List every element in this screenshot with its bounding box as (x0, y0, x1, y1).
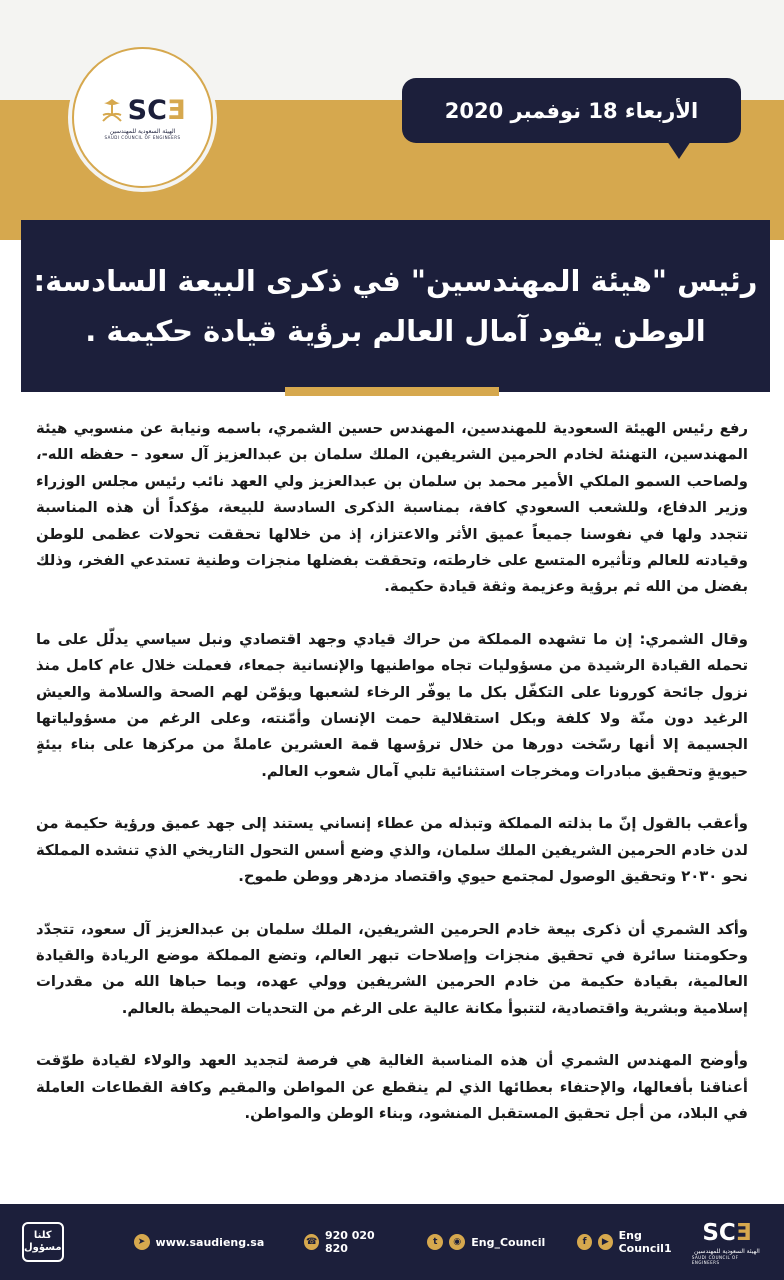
phone-icon: ☎ (304, 1234, 319, 1250)
kulluna-masool-badge (22, 1222, 64, 1262)
website-link[interactable] (134, 1234, 265, 1250)
footer-logo-text: SC (702, 1219, 736, 1246)
headline-line-2: الوطن يقود آمال العالم برؤية قيادة حكيمة . (85, 314, 706, 348)
footer-sce-logo (692, 1220, 762, 1265)
phone-contact[interactable] (304, 1229, 395, 1255)
footer-bar (0, 1204, 784, 1280)
headline-line-1: رئيس "هيئة المهندسين" في ذكرى البيعة السادسة: (33, 264, 758, 298)
article-paragraph: وأعقب بالقول إنّ ما بذلته المملكة وتبذله من عطاء إنساني يستند إلى جهد عميق ورؤية حكيمة من لدن خادم الحرمين الشريفين الملك سلمان، والذي وضع أسس التحول التاريخي الذي تنشده المملكة نحو ٢٠٣٠ وتحقيق الوصول لمجتمع حيوي واقتصاد مزدهر ووطن طموح. (36, 815, 748, 886)
date-text: الأربعاء 18 نوفمبر 2020 (444, 98, 699, 123)
facebook-icon: f (577, 1234, 592, 1250)
article-paragraph: رفع رئيس الهيئة السعودية للمهندسين، المهندس حسين الشمري، باسمه ونيابة عن منسوبي هيئة المهندسين، التهنئة لخادم الحرمين الشريفين، الملك سلمان بن عبدالعزيز آل سعود – حفظه الله-، ولصاحب السمو الملكي الأمير محمد بن سلمان بن عبدالعزيز ولي العهد نائب رئيس مجلس الوزراء وزير الدفاع، وللشعب السعودي كافة، بمناسبة الذكرى السادسة للبيعة، مؤكداً أن هذه المناسبة تتجدد ولها في نفوسنا جميعاً عميق الأثر والاعتزاز، إذ من خلالها تحققت تحولات عظمى للوطن وقيادته للعالم وتأثيره المتسع على خارطته، وتحققت بفضلها منجزات وطنية تستدعي الفخر، وذلك بفضل من الله ثم برؤية وعزيمة وثقة قيادة حكيمة. (36, 420, 748, 596)
article-paragraph: وأوضح المهندس الشمري أن هذه المناسبة الغالية هي فرصة لتجديد العهد والولاء لقيادة طوّقت أعناقنا بأفعالها، والإحتفاء بعطائها الذي لم ينقطع عن المواطن والمقيم وكافة القطاعات العاملة في البلاد، من أجل تحقيق المستقبل المنشود، وبناء الوطن والمواطن. (36, 1052, 748, 1122)
article-body (36, 416, 748, 1153)
logo-text: SC (127, 95, 167, 126)
youtube-icon: ▶ (598, 1234, 613, 1250)
date-bubble (402, 78, 741, 143)
logo-subtitle-ar: الهيئة السعودية للمهندسين (109, 128, 176, 135)
palm-swords-icon (100, 97, 124, 125)
badge-line-1: كلنا (33, 1230, 52, 1241)
snapchat-icon: ◉ (449, 1234, 465, 1250)
logo-subtitle-en: SAUDI COUNCIL OF ENGINEERS (104, 135, 181, 140)
headline-block (21, 220, 770, 392)
article-paragraph: وأكد الشمري أن ذكرى بيعة خادم الحرمين الشريفين، الملك سلمان بن عبدالعزيز آل سعود، تتجدّد وحكومتنا سائرة في تحقيق منجزات وإصلاحات تبهر العالم، وتضع المملكة موضع الريادة والقيادة العالمية، بقيادة حكيمة من خادم الحرمين الشريفين وولي عهده، وبما حباها الله من مقدرات إسلامية وبشرية واقتصادية، لتتبوأ مكانة عالية على الرغم من التحديات المحيطة بالعالم. (36, 920, 748, 1017)
article-paragraph: وقال الشمري: إن ما تشهده المملكة من حراك قيادي وجهد اقتصادي ونبل سياسي يدلّل على ما تحمله القيادة الرشيدة من مسؤوليات تجاه مواطنيها والإنسانية جمعاء، فعملت خلال عام كامل منذ نزول جائحة كورونا على التكفّل بكل ما يوفّر الرخاء لشعبها ويؤمّن لهم الصحة والسلامة والعيش الرغيد دون منّة ولا كلفة وبكل استقلالية حمت الإنسان وأمّنته، وعلى الرغم من مسؤولياتها الجسيمة إلا أنها رسّخت دورها من خلال ترؤسها قمة العشرين عاملةً من مركزها على بناء بيئةٍ حيويةٍ وتحقيق مبادرات ومخرجات استثنائية تلبي آمال شعوب العالم. (36, 630, 748, 780)
cursor-icon: ➤ (134, 1234, 150, 1250)
social-handle-text: Eng_Council (471, 1235, 546, 1249)
footer-logo-subtitle-en: SAUDI COUNCIL OF ENGINEERS (691, 1254, 739, 1265)
logo-text-e: Ǝ (166, 95, 186, 126)
social-handle-2-text: Eng Council1 (618, 1229, 672, 1255)
twitter-icon: t (427, 1234, 443, 1250)
social-twitter-snapchat[interactable] (427, 1234, 545, 1250)
footer-logo-subtitle-ar: الهيئة السعودية للمهندسين (694, 1247, 760, 1255)
website-text: www.saudieng.sa (155, 1235, 265, 1249)
headline-underline (285, 387, 499, 396)
badge-line-2: مسؤول (24, 1242, 62, 1253)
social-facebook-youtube[interactable] (577, 1229, 692, 1255)
phone-text: 920 020 820 (324, 1229, 375, 1255)
footer-logo-text-e: Ǝ (735, 1219, 752, 1246)
sce-logo (72, 47, 213, 188)
